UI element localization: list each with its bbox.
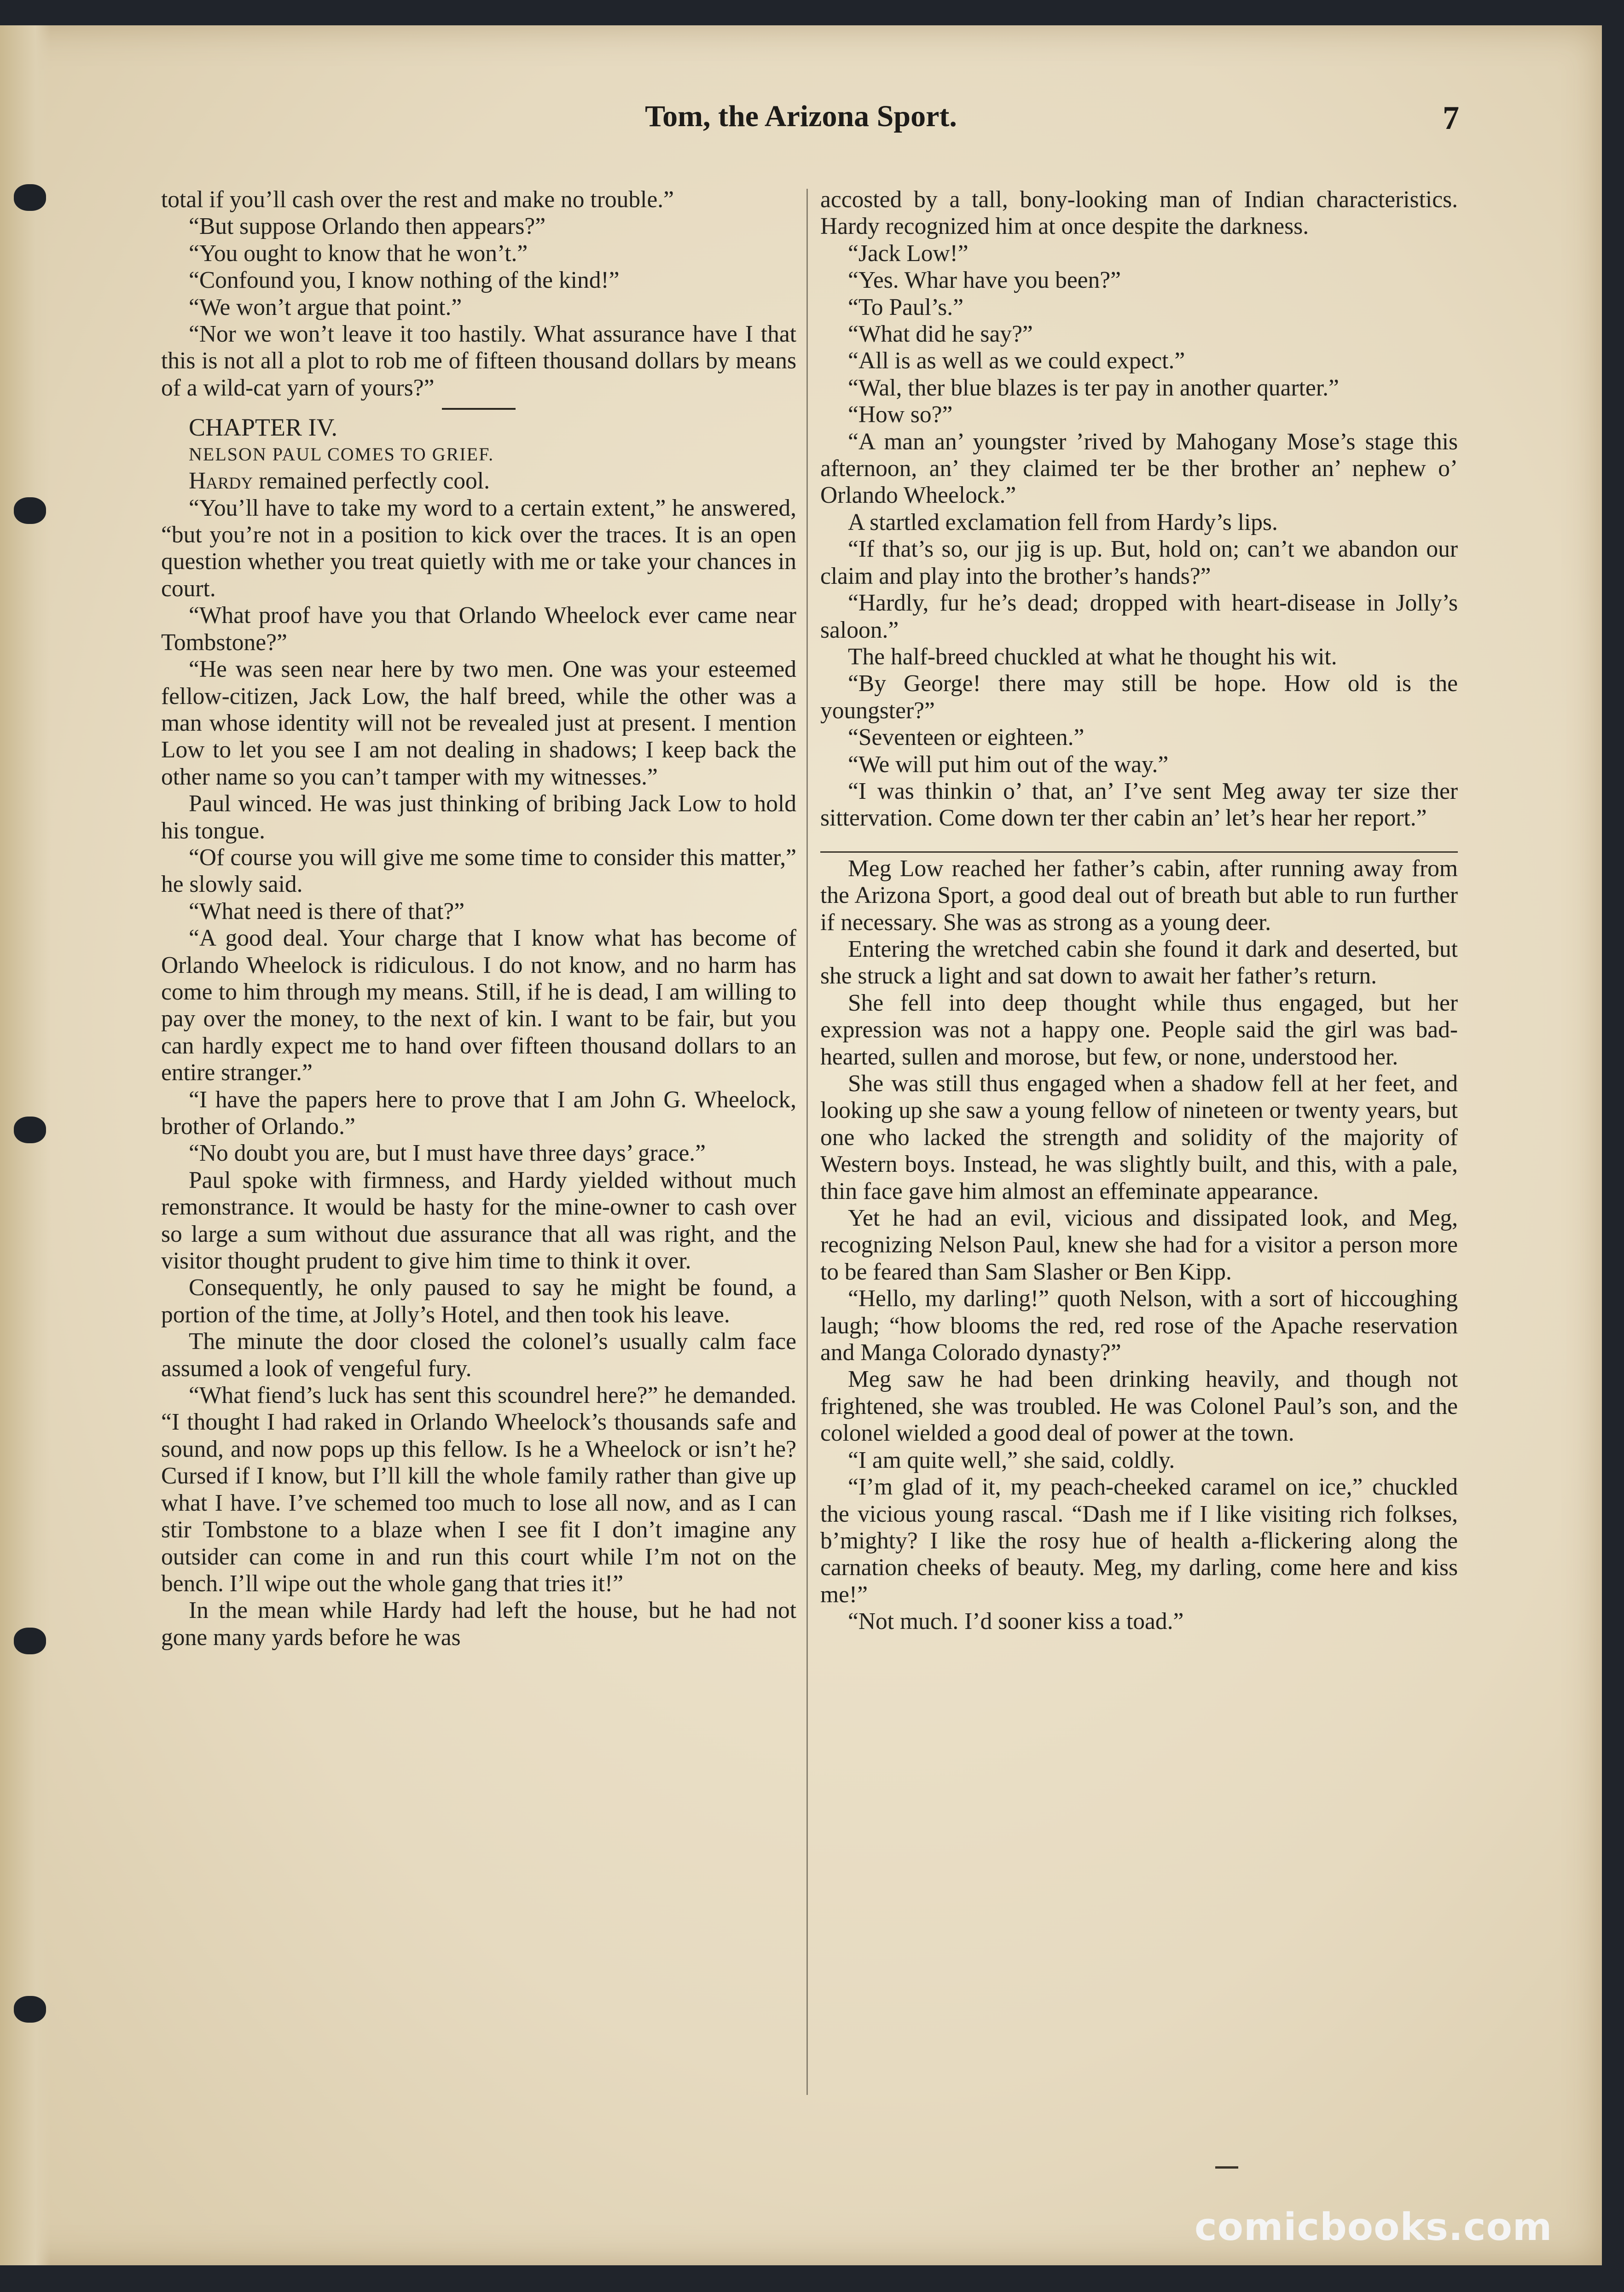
paragraph: Consequently, he only paused to say he might be found, a portion of the time, at Jolly’s Hotel, and then took his leave.	[161, 1274, 796, 1328]
section-divider	[820, 851, 1458, 853]
paragraph: “What did he say?”	[848, 321, 1033, 348]
running-title: Tom, the Arizona Sport.	[645, 99, 957, 133]
paragraph: accosted by a tall, bony-looking man of Indian characteristics. Hardy recognized him at once despite the darkness.	[820, 186, 1458, 240]
right-column	[820, 186, 1458, 1635]
drop-word: Hardy	[189, 468, 253, 494]
paragraph: Paul spoke with firmness, and Hardy yielded without much remonstrance. It would be hasty for the mine-owner to cash over so large a sum without due assurance that all was right, and the visitor thought prudent to give him time to think it over.	[161, 1167, 796, 1274]
page-spine	[0, 25, 51, 2265]
paragraph: “What fiend’s luck has sent this scoundrel here?” he demanded. “I thought I had raked in Orlando Wheelock’s thousands safe and sound, and now pops up this fellow. Is he a Wheelock or isn’t he? Cursed if I know, but I’ll kill the whole family rather than give up what I have. I’ve schemed too much to lose all now, and as I can stir Tombstone to a blaze when I see fit I don’t imagine any outsider can come in and run this court while I’m not on the bench. I’ll wipe out the whole gang that tries it!”	[161, 1382, 796, 1597]
left-column	[161, 186, 796, 1651]
paragraph: “You ought to know that he won’t.”	[189, 240, 528, 267]
paragraph: “But suppose Orlando then appears?”	[189, 213, 546, 240]
chapter-rule	[442, 408, 516, 410]
paragraph: The minute the door closed the colonel’s usually calm face assumed a look of vengeful fury.	[161, 1328, 796, 1382]
paragraph: “How so?”	[848, 401, 953, 428]
paragraph: “I was thinkin o’ that, an’ I’ve sent Meg away ter size ther sittervation. Come down ter ther cabin an’ let’s hear her report.”	[820, 778, 1458, 832]
paragraph: A startled exclamation fell from Hardy’s lips.	[848, 509, 1278, 535]
paragraph: “Hardly, fur he’s dead; dropped with heart-disease in Jolly’s saloon.”	[820, 590, 1458, 643]
binding-hole	[14, 1117, 46, 1143]
paragraph: “Yes. Whar have you been?”	[848, 267, 1121, 294]
paragraph: “What proof have you that Orlando Wheelock ever came near Tombstone?”	[161, 602, 796, 656]
paragraph: Meg saw he had been drinking heavily, and though not frightened, she was troubled. He was Colonel Paul’s son, and the colonel wielded a good deal of power at the town.	[820, 1366, 1458, 1447]
paragraph-text: remained perfectly cool.	[253, 468, 490, 494]
paragraph: “Confound you, I know nothing of the kind!”	[189, 267, 620, 294]
paragraph: Entering the wretched cabin she found it dark and deserted, but she struck a light and sat down to await her father’s return.	[820, 936, 1458, 989]
paragraph: “I have the papers here to prove that I am John G. Wheelock, brother of Orlando.”	[161, 1086, 796, 1140]
binding-hole	[14, 184, 46, 211]
paragraph: She fell into deep thought while thus engaged, but her expression was not a happy one. People said the girl was bad-hearted, sullen and morose, but few, or none, understood her.	[820, 989, 1458, 1070]
paragraph: “We won’t argue that point.”	[189, 294, 462, 320]
paragraph: “Of course you will give me some time to consider this matter,” he slowly said.	[161, 844, 796, 898]
paragraph: “What need is there of that?”	[189, 898, 465, 925]
paragraph: “You’ll have to take my word to a certain extent,” he answered, “but you’re not in a position to kick over the traces. It is an open question whether you treat quietly with me or take your chances in court.	[161, 494, 796, 602]
paragraph: total if you’ll cash over the rest and make no trouble.”	[161, 186, 674, 213]
binding-hole	[14, 1996, 46, 2023]
paragraph: “By George! there may still be hope. How old is the youngster?”	[820, 670, 1458, 724]
binding-hole	[14, 497, 46, 524]
watermark: comicbooks.com	[1195, 2205, 1553, 2249]
paragraph: “Hello, my darling!” quoth Nelson, with a sort of hiccoughing laugh; “how blooms the red, red rose of the Apache reservation and Manga Colorado dynasty?”	[820, 1286, 1458, 1366]
paragraph: Yet he had an evil, vicious and dissipated look, and Meg, recognizing Nelson Paul, knew she had for a visitor a person more to be feared than Sam Slasher or Ben Kipp.	[820, 1205, 1458, 1285]
paragraph: “Wal, ther blue blazes is ter pay in another quarter.”	[848, 374, 1339, 401]
page-number: 7	[1443, 99, 1459, 136]
chapter-subtitle: NELSON PAUL COMES TO GRIEF.	[189, 444, 494, 465]
paragraph: “A man an’ youngster ’rived by Mahogany Mose’s stage this afternoon, an’ they claimed ter be ther brother an’ nephew o’ Orlando Wheelock.”	[820, 428, 1458, 509]
column-divider	[806, 189, 808, 2095]
paragraph: In the mean while Hardy had left the house, but he had not gone many yards before he was	[161, 1597, 796, 1651]
paragraph: “Not much. I’d sooner kiss a toad.”	[848, 1608, 1184, 1635]
paragraph: “Seventeen or eighteen.”	[848, 724, 1085, 751]
ink-mark	[1215, 2166, 1238, 2169]
paragraph: “No doubt you are, but I must have three days’ grace.”	[189, 1140, 706, 1167]
paragraph: “I am quite well,” she said, coldly.	[848, 1447, 1175, 1473]
paragraph: “All is as well as we could expect.”	[848, 348, 1185, 374]
paragraph: The half-breed chuckled at what he thought his wit.	[848, 643, 1337, 670]
paragraph: “Jack Low!”	[848, 240, 969, 267]
paragraph: Paul winced. He was just thinking of bribing Jack Low to hold his tongue.	[161, 791, 796, 844]
binding-hole	[14, 1628, 46, 1654]
paragraph: “If that’s so, our jig is up. But, hold on; can’t we abandon our claim and play into the brother’s hands?”	[820, 536, 1458, 589]
paragraph	[161, 468, 796, 494]
paragraph: “A good deal. Your charge that I know what has become of Orlando Wheelock is ridiculous. I do not know, and no harm has come to him through my means. Still, if he is dead, I am willing to pay over the money, to the next of kin. I want to be fair, but you can hardly expect me to hand over fifteen thousand dollars to an entire stranger.”	[161, 925, 796, 1086]
paragraph: “He was seen near here by two men. One was your esteemed fellow-citizen, Jack Low, the half breed, while the other was a man whose identity will not be revealed just at present. I mention Low to let you see I am not dealing in shadows; I keep back the other name so you can’t tamper with my witnesses.”	[161, 656, 796, 790]
paragraph: “I’m glad of it, my peach-cheeked caramel on ice,” chuckled the vicious young rascal. “Dash me if I like visiting rich folkses, b’mighty? I like the rosy hue of health a-flickering along the carnation cheeks of beauty. Meg, my darling, come here and kiss me!”	[820, 1474, 1458, 1608]
chapter-title: CHAPTER IV.	[189, 413, 338, 442]
paragraph: Meg Low reached her father’s cabin, after running away from the Arizona Sport, a good deal out of breath but able to run further if necessary. She was as strong as a young deer.	[820, 855, 1458, 936]
paragraph: “We will put him out of the way.”	[848, 751, 1169, 778]
paragraph: “To Paul’s.”	[848, 294, 963, 320]
paragraph: “Nor we won’t leave it too hastily. What assurance have I that this is not all a plot to rob me of fifteen thousand dollars by means of a wild-cat yarn of yours?”	[161, 321, 796, 401]
paragraph: She was still thus engaged when a shadow fell at her feet, and looking up she saw a young fellow of nineteen or twenty years, but one who lacked the strength and solidity of the majority of Western boys. Instead, he was slightly built, and this, with a pale, thin face gave him almost an effeminate appearance.	[820, 1070, 1458, 1204]
